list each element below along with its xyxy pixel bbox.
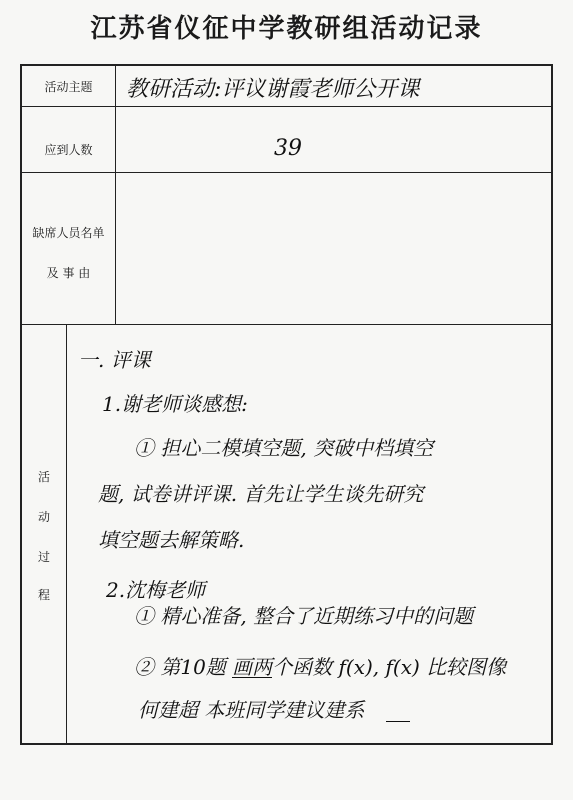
process-line: ① 担心二模填空题, 突破中档填空: [134, 436, 434, 460]
underline-mark: [232, 677, 272, 678]
page-title: 江苏省仪征中学教研组活动记录: [90, 14, 483, 44]
record-form: [20, 64, 553, 745]
process-line: 题, 试卷讲评课. 首先让学生谈先研究: [98, 482, 424, 506]
column-divider: [66, 324, 67, 743]
attendance-label: 应到人数: [44, 143, 93, 157]
process-line: 一. 评课: [78, 348, 151, 372]
theme-value: 教研活动:评议谢霞老师公开课: [126, 77, 420, 102]
theme-label: 活动主题: [44, 80, 93, 94]
process-line: ② 第10题 画两个函数 f(x), f(x) 比较图像: [134, 655, 507, 679]
attendance-value: 39: [274, 136, 302, 161]
process-line: 填空题去解策略.: [98, 528, 245, 552]
underline-mark: [386, 721, 410, 722]
process-line: 1.谢老师谈感想:: [102, 392, 248, 416]
process-line: ① 精心准备, 整合了近期练习中的问题: [134, 604, 474, 628]
process-line: 何建超 本班同学建议建系: [138, 698, 365, 722]
row-divider: [22, 172, 551, 173]
absent-reason-label: 及 事 由: [46, 266, 91, 280]
row-divider: [22, 106, 551, 107]
absent-label: 缺席人员名单: [32, 226, 105, 240]
row-divider: [22, 324, 551, 325]
column-divider: [115, 66, 116, 324]
process-label-char: 程: [37, 588, 50, 602]
process-label-char: 动: [37, 510, 50, 524]
process-line: 2.沈梅老师: [106, 578, 206, 602]
process-label-char: 活: [37, 470, 50, 484]
process-label-char: 过: [37, 550, 50, 564]
